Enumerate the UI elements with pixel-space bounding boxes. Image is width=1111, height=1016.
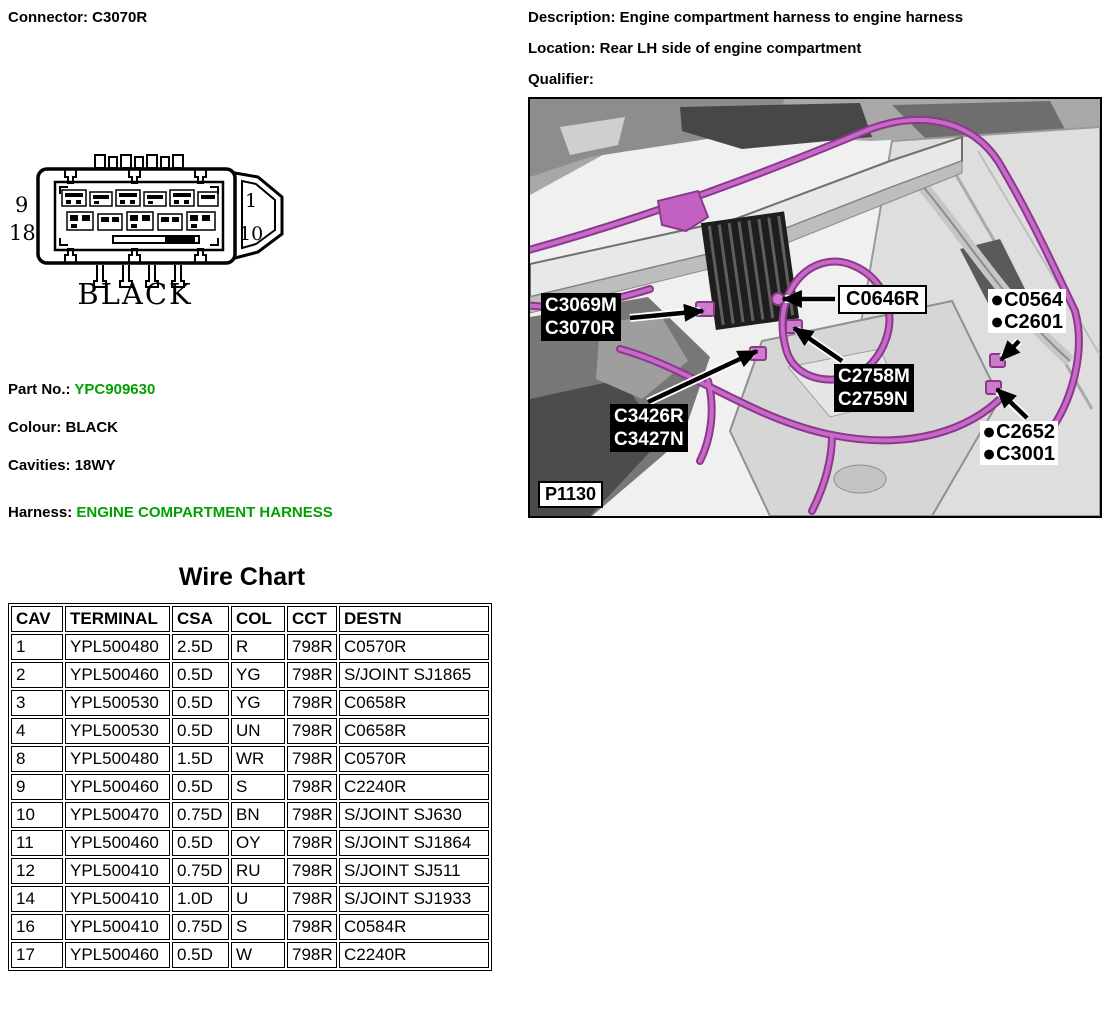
wire-cell: 14 (11, 886, 63, 912)
column-header: CAV (11, 606, 63, 632)
wire-cell: 1 (11, 634, 63, 660)
wire-cell: 2 (11, 662, 63, 688)
wire-cell: C0658R (339, 718, 489, 744)
wire-cell: YG (231, 662, 285, 688)
wire-cell: 798R (287, 746, 337, 772)
wire-cell: 0.5D (172, 662, 229, 688)
wire-row (11, 634, 489, 660)
wire-cell: 2.5D (172, 634, 229, 660)
connector-colour-label: BLACK (77, 277, 193, 310)
pin-label-1: 1 (245, 190, 258, 212)
wire-cell: R (231, 634, 285, 660)
colour-value: BLACK (65, 419, 118, 436)
harness-value: ENGINE COMPARTMENT HARNESS (76, 504, 333, 521)
bullet-icon: ● (982, 441, 997, 467)
wire-row (11, 914, 489, 940)
wire-row (11, 858, 489, 884)
column-header: CCT (287, 606, 337, 632)
bullet-icon: ● (990, 287, 1005, 313)
wire-cell: YPL500530 (65, 718, 170, 744)
wire-cell: W (231, 942, 285, 968)
callout-c3069m-c3070r: C3069M C3070R (541, 293, 621, 341)
wire-cell: U (231, 886, 285, 912)
location-line: Location: Rear LH side of engine compartment (528, 40, 862, 57)
pin-label-9: 9 (15, 193, 29, 217)
wire-cell: 0.75D (172, 858, 229, 884)
wire-cell: YPL500480 (65, 634, 170, 660)
wire-cell: 12 (11, 858, 63, 884)
callout-c2652-c3001: ●C2652 ●C3001 (980, 421, 1058, 465)
wire-chart-header-row (11, 606, 489, 632)
description-block (528, 8, 1103, 101)
wire-cell: 798R (287, 690, 337, 716)
wire-cell: 798R (287, 774, 337, 800)
cavities-line (8, 456, 116, 476)
wire-row (11, 802, 489, 828)
wire-cell: S (231, 774, 285, 800)
connector-drawing (5, 148, 295, 310)
harness-label: Harness: (8, 504, 73, 521)
wire-cell: 9 (11, 774, 63, 800)
wire-row (11, 774, 489, 800)
wire-row (11, 746, 489, 772)
wire-cell: C0658R (339, 690, 489, 716)
callout-c0564-c2601: ●C0564 ●C2601 (988, 289, 1066, 333)
callout-c0646r: C0646R (838, 285, 927, 314)
wire-row (11, 690, 489, 716)
wire-row (11, 718, 489, 744)
wire-chart-table (8, 603, 492, 971)
wire-cell: 17 (11, 942, 63, 968)
wire-chart-title: Wire Chart (178, 563, 306, 591)
figure-id-label: P1130 (538, 481, 603, 508)
callout-c2758m-c2759n: C2758M C2759N (834, 364, 914, 412)
wire-cell: YPL500410 (65, 886, 170, 912)
wire-cell: 798R (287, 858, 337, 884)
cavities-label: Cavities: (8, 457, 71, 474)
wire-chart-body (11, 634, 489, 968)
part-no-label: Part No.: (8, 381, 71, 398)
wire-cell: 798R (287, 886, 337, 912)
wire-cell: C0570R (339, 634, 489, 660)
wire-cell: YPL500530 (65, 690, 170, 716)
colour-label: Colour: (8, 419, 62, 436)
wire-cell: YPL500460 (65, 830, 170, 856)
description-line: Description: Engine compartment harness to engine harness (528, 9, 964, 26)
wire-cell: S (231, 914, 285, 940)
wire-cell: 0.75D (172, 802, 229, 828)
wire-cell: 11 (11, 830, 63, 856)
wire-cell: S/JOINT SJ1865 (339, 662, 489, 688)
column-header: DESTN (339, 606, 489, 632)
connector-diagram (5, 148, 295, 310)
wire-cell: YPL500460 (65, 942, 170, 968)
wire-cell: C2240R (339, 942, 489, 968)
wire-cell: 1.0D (172, 886, 229, 912)
wire-cell: 1.5D (172, 746, 229, 772)
pin-label-18: 18 (9, 221, 36, 245)
wire-cell: 798R (287, 914, 337, 940)
wire-cell: C0584R (339, 914, 489, 940)
wire-row (11, 942, 489, 968)
wire-cell: 0.75D (172, 914, 229, 940)
wire-cell: 0.5D (172, 718, 229, 744)
cavities-value: 18WY (74, 457, 116, 474)
wire-cell: 798R (287, 662, 337, 688)
wire-cell: 0.5D (172, 690, 229, 716)
wire-cell: YPL500410 (65, 914, 170, 940)
part-no-value: YPC909630 (74, 381, 156, 398)
wire-cell: S/JOINT SJ511 (339, 858, 489, 884)
wire-cell: 798R (287, 830, 337, 856)
wire-cell: 0.5D (172, 830, 229, 856)
wire-cell: 798R (287, 634, 337, 660)
wire-cell: YPL500480 (65, 746, 170, 772)
wire-cell: 3 (11, 690, 63, 716)
colour-line (8, 418, 118, 438)
wire-row (11, 886, 489, 912)
wire-cell: YPL500460 (65, 774, 170, 800)
wire-row (11, 662, 489, 688)
wire-cell: S/JOINT SJ1933 (339, 886, 489, 912)
page-title-connector: Connector: C3070R (8, 9, 148, 26)
wire-cell: BN (231, 802, 285, 828)
wire-cell: C0570R (339, 746, 489, 772)
wire-cell: YPL500470 (65, 802, 170, 828)
qualifier-line: Qualifier: (528, 71, 594, 88)
wire-cell: YPL500410 (65, 858, 170, 884)
wire-cell: S/JOINT SJ630 (339, 802, 489, 828)
column-header: CSA (172, 606, 229, 632)
column-header: TERMINAL (65, 606, 170, 632)
wire-cell: 0.5D (172, 774, 229, 800)
harness-line (8, 503, 333, 523)
column-header: COL (231, 606, 285, 632)
wire-cell: UN (231, 718, 285, 744)
bullet-icon: ● (982, 419, 997, 445)
wire-cell: S/JOINT SJ1864 (339, 830, 489, 856)
bullet-icon: ● (990, 309, 1005, 335)
wire-cell: 8 (11, 746, 63, 772)
wire-cell: 10 (11, 802, 63, 828)
pin-label-10: 10 (239, 223, 264, 245)
wire-cell: C2240R (339, 774, 489, 800)
wire-cell: YPL500460 (65, 662, 170, 688)
wire-cell: 16 (11, 914, 63, 940)
wire-cell: 798R (287, 718, 337, 744)
wire-cell: 798R (287, 802, 337, 828)
callout-c3426r-c3427n: C3426R C3427N (610, 404, 688, 452)
wire-row (11, 830, 489, 856)
wire-cell: 798R (287, 942, 337, 968)
wire-cell: 0.5D (172, 942, 229, 968)
location-photo (528, 97, 1102, 518)
wire-cell: WR (231, 746, 285, 772)
part-no-line (8, 380, 155, 400)
wire-cell: RU (231, 858, 285, 884)
wire-cell: YG (231, 690, 285, 716)
wire-cell: OY (231, 830, 285, 856)
wire-cell: 4 (11, 718, 63, 744)
